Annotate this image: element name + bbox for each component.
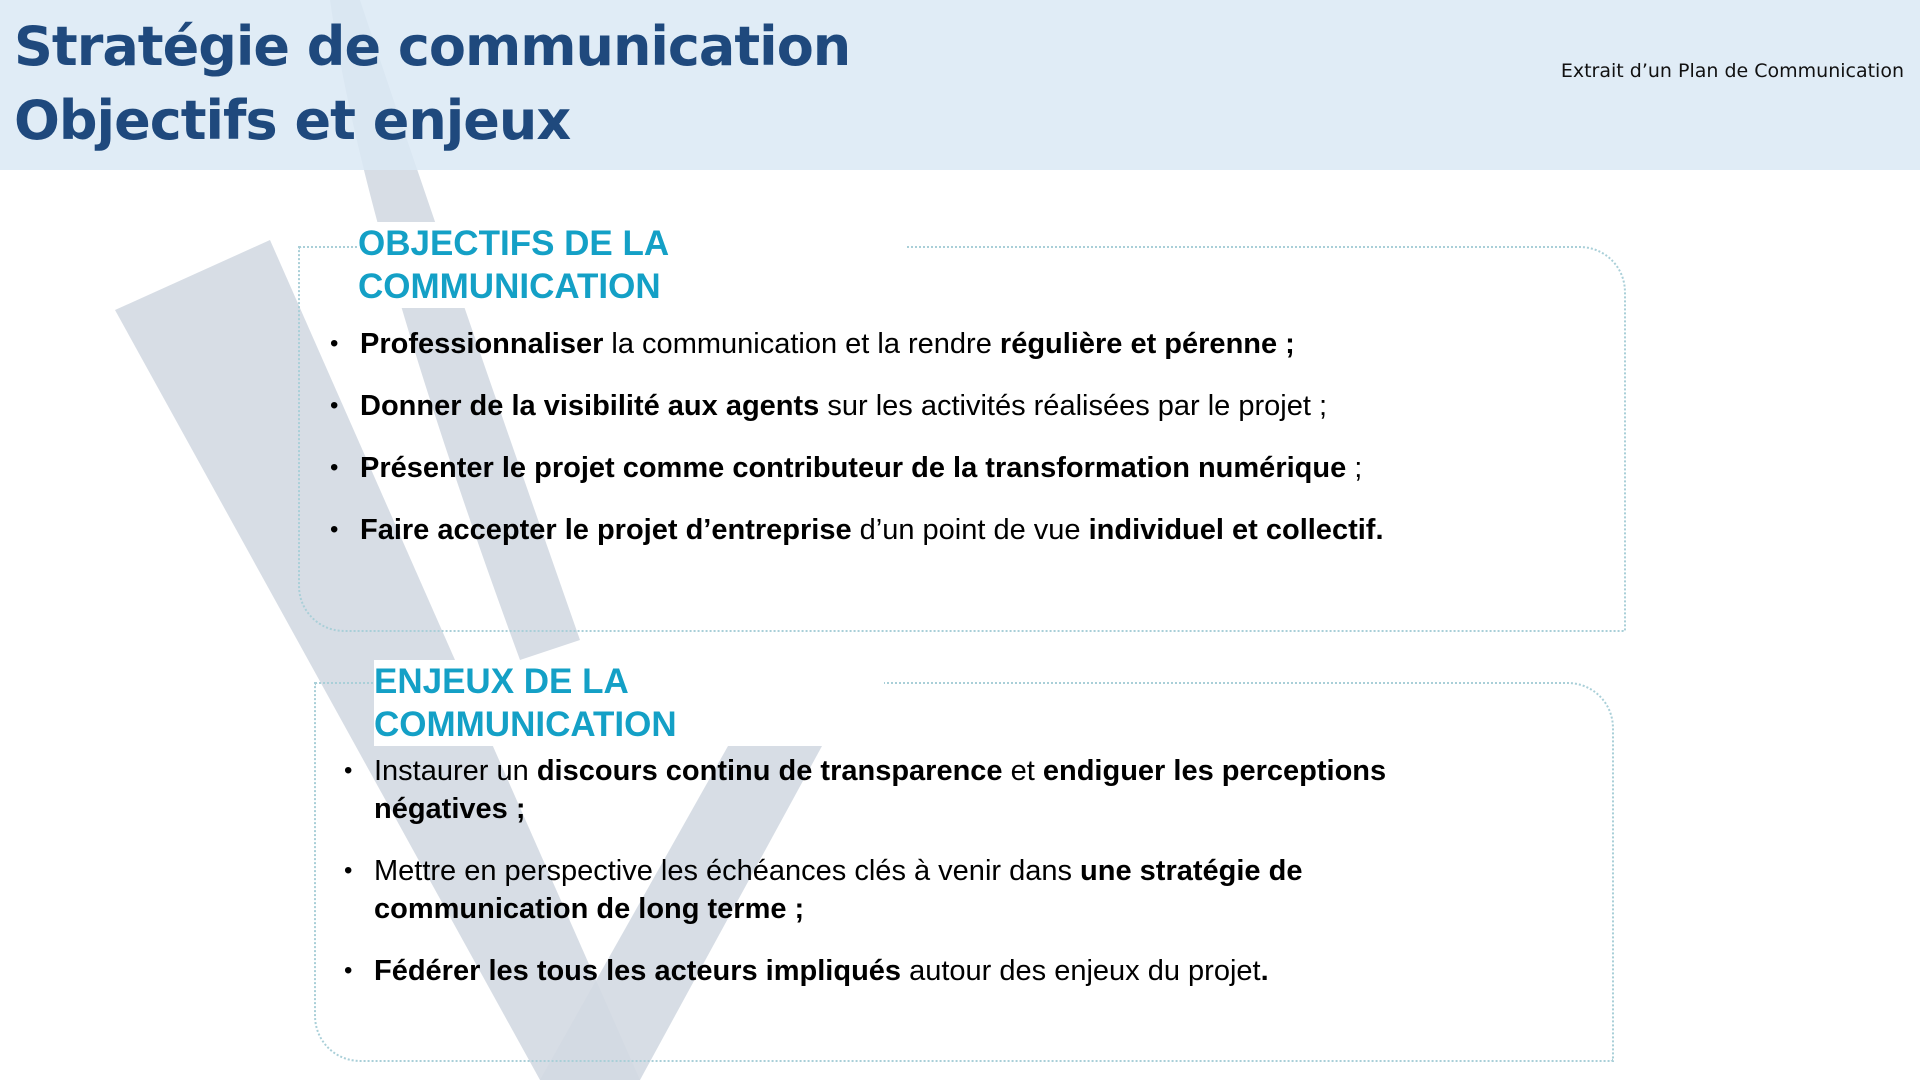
objectifs-item-text: Présenter le projet comme contributeur de la transformation numérique [360, 452, 1347, 484]
enjeux-item-text: et [1002, 755, 1043, 787]
enjeux-item-text: . [1260, 955, 1269, 987]
bullet-icon: • [330, 516, 339, 543]
objectifs-title [358, 222, 906, 308]
objectifs-item-text: Donner de la visibilité aux agents [360, 390, 820, 422]
bullet-icon: • [344, 757, 353, 784]
objectifs-item-text: ; [1346, 452, 1363, 484]
objectifs-item [330, 511, 1580, 549]
enjeux-item-text: Mettre en perspective les échéances clés à venir dans [374, 855, 1081, 887]
enjeux-title-line-1: ENJEUX DE LA [374, 662, 629, 701]
enjeux-item-text: une stratégie de communication de long terme ; [374, 855, 1303, 925]
enjeux-item-text: Instaurer un [374, 755, 537, 787]
page-title [14, 10, 850, 158]
bullet-icon: • [330, 330, 339, 357]
objectifs-item [330, 387, 1580, 425]
enjeux-item [344, 752, 1514, 828]
objectifs-item-text: régulière et pérenne ; [999, 328, 1295, 360]
bullet-icon: • [344, 857, 353, 884]
enjeux-title-line-2: COMMUNICATION [374, 705, 677, 744]
objectifs-item [330, 449, 1580, 487]
header-banner [0, 0, 1920, 170]
enjeux-item-text: discours continu de transparence [536, 755, 1003, 787]
enjeux-list [344, 752, 1514, 990]
page-title-line-2: Objectifs et enjeux [14, 89, 571, 152]
enjeux-item-text: endiguer les perceptions négatives ; [374, 755, 1387, 825]
objectifs-item-text: Faire accepter le projet d’entreprise [360, 514, 852, 546]
enjeux-title [374, 660, 884, 746]
enjeux-item-text: autour des enjeux du projet [901, 955, 1261, 987]
objectifs-item-text: individuel et collectif. [1088, 514, 1384, 546]
objectifs-title-line-2: COMMUNICATION [358, 267, 661, 306]
objectifs-item [330, 325, 1580, 363]
objectifs-list [330, 325, 1580, 549]
bullet-icon: • [330, 392, 339, 419]
bullet-icon: • [344, 957, 353, 984]
page-subtitle: Extrait d’un Plan de Communication [1560, 60, 1904, 82]
enjeux-item [344, 852, 1514, 928]
objectifs-item-text: d’un point de vue [851, 514, 1089, 546]
page-title-line-1: Stratégie de communication [14, 15, 851, 78]
objectifs-item-text: sur les activités réalisées par le projet ; [819, 390, 1328, 422]
bullet-icon: • [330, 454, 339, 481]
enjeux-item-text: Fédérer les tous les acteurs impliqués [374, 955, 902, 987]
enjeux-item [344, 952, 1514, 990]
objectifs-item-text: la communication et la rendre [603, 328, 1000, 360]
objectifs-title-line-1: OBJECTIFS DE LA [358, 224, 670, 263]
objectifs-item-text: Professionnaliser [360, 328, 604, 360]
